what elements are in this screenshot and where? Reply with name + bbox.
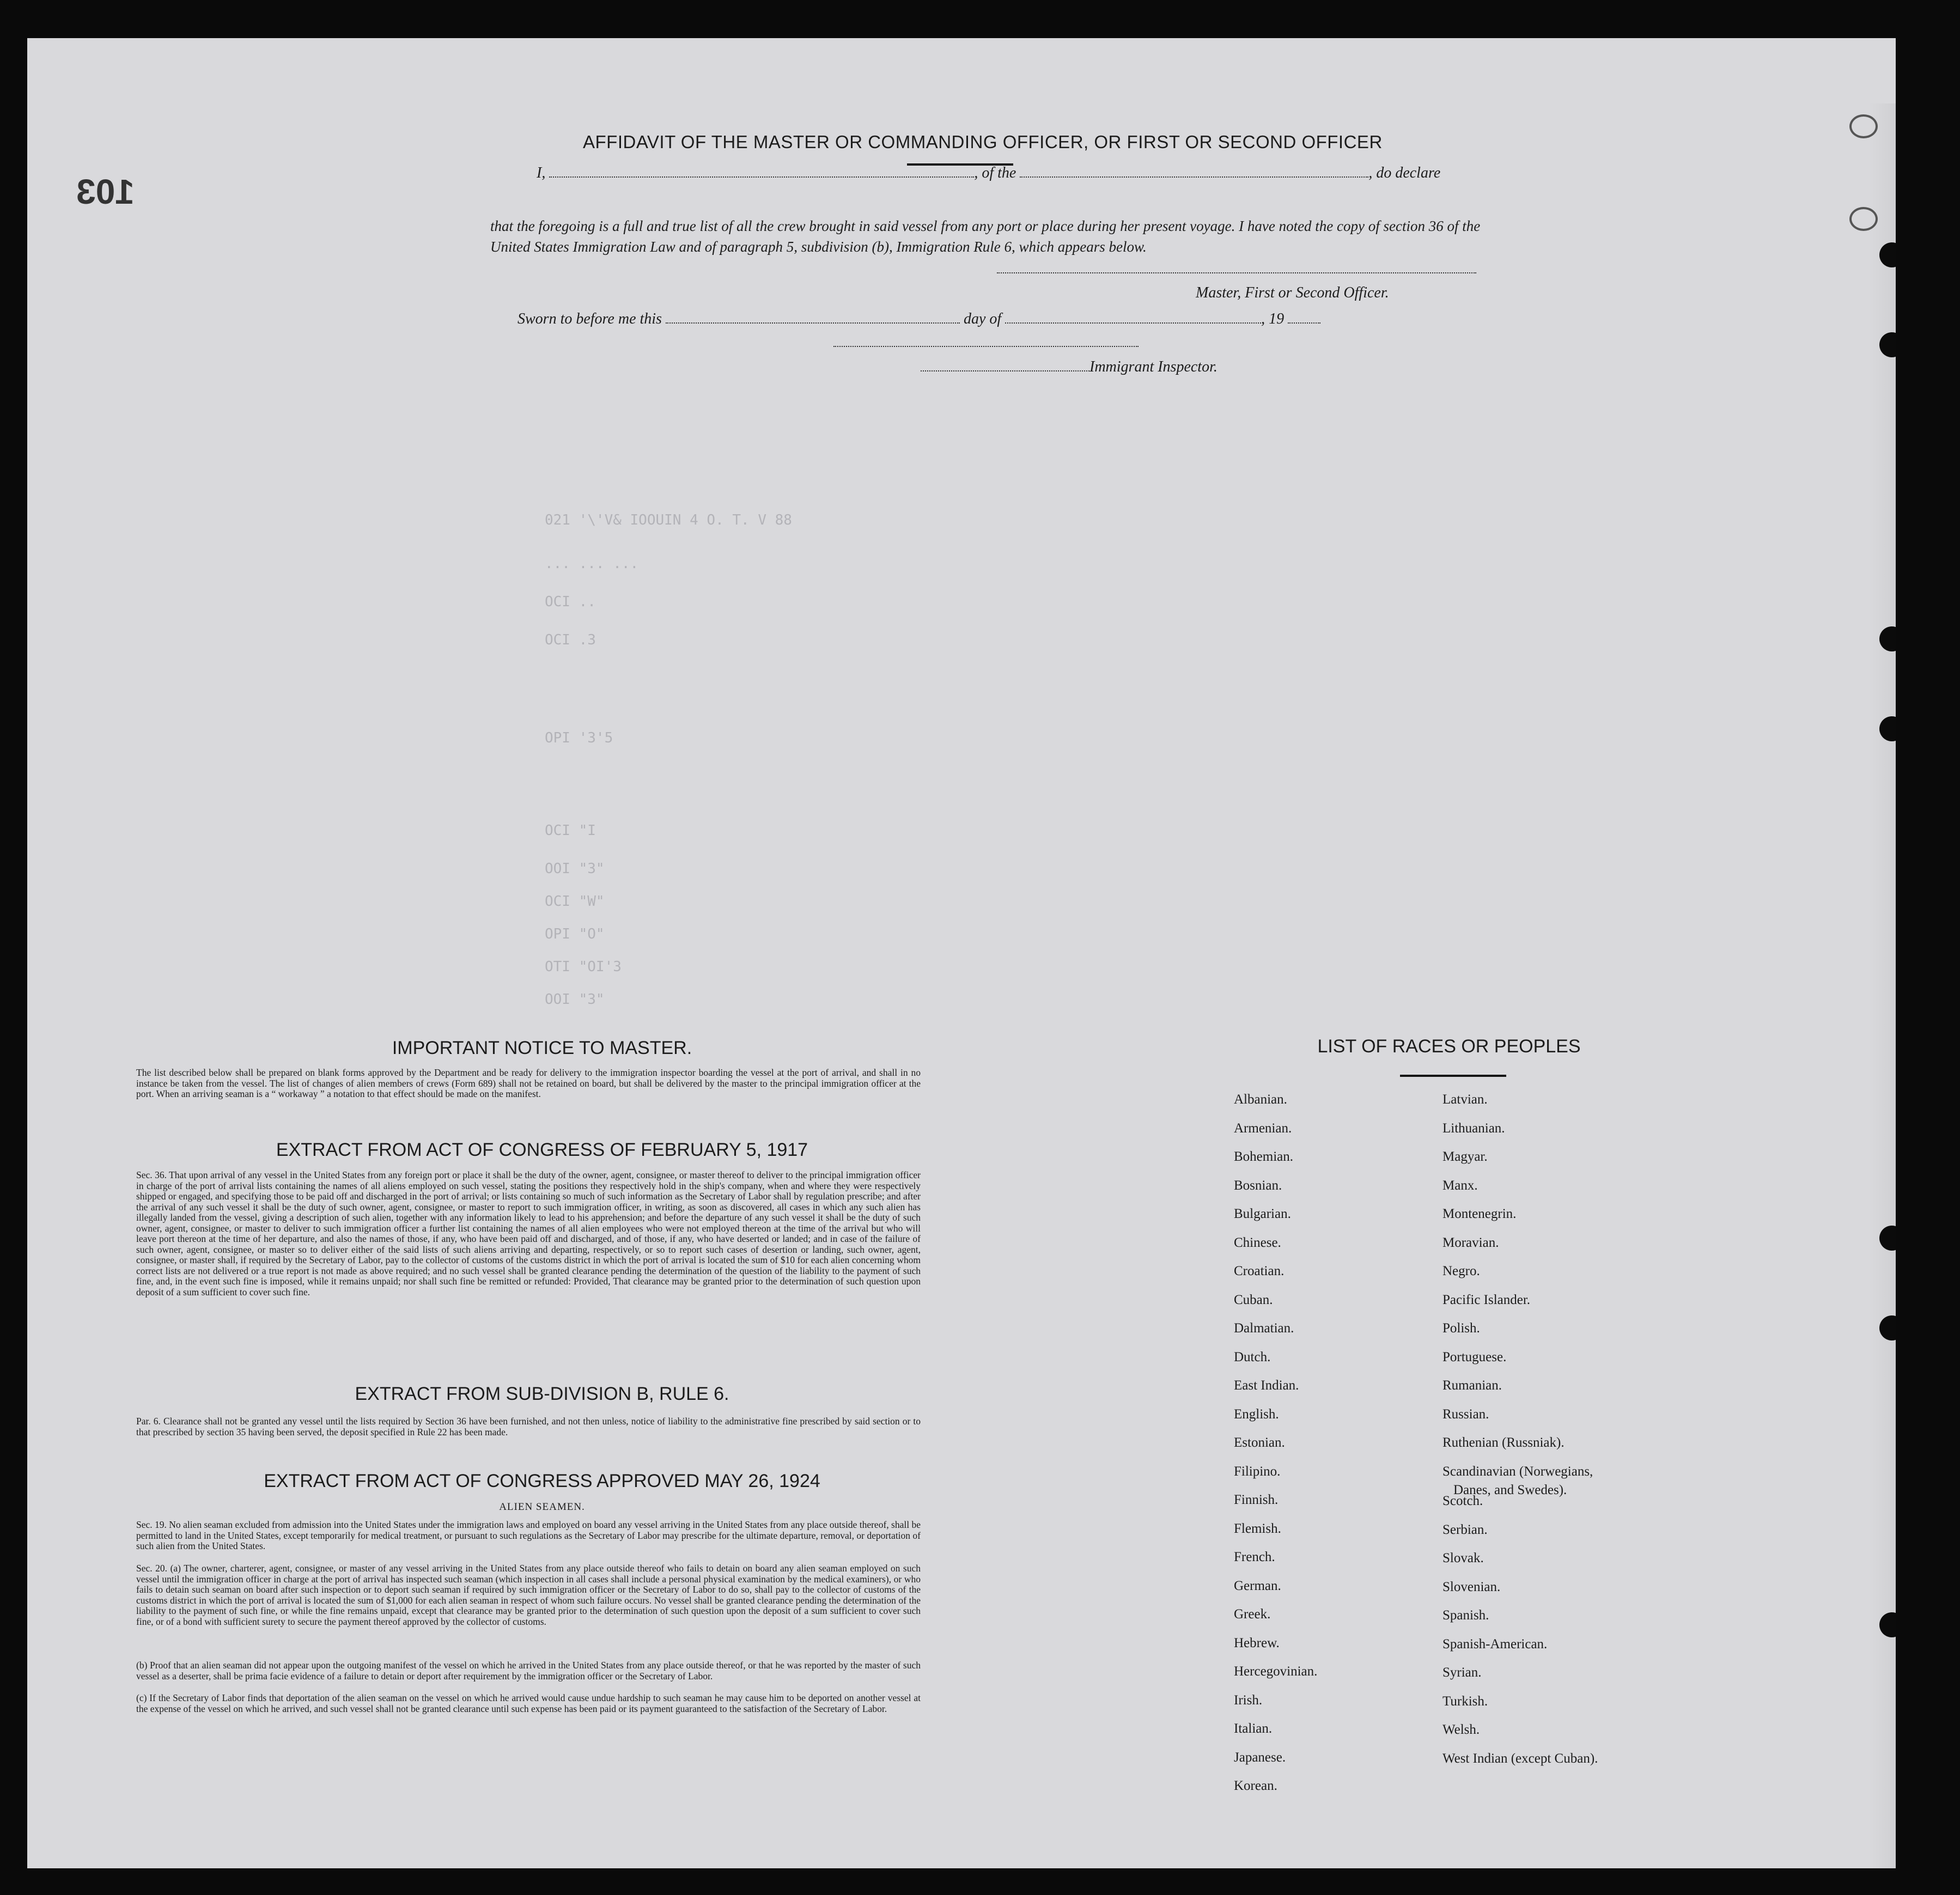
bleed-through-text: OPI '3'5 xyxy=(545,730,613,746)
race-item: Welsh. xyxy=(1442,1722,1480,1737)
race-item: Italian. xyxy=(1234,1721,1273,1736)
master-label: Master, First or Second Officer. xyxy=(1196,284,1389,301)
race-item: Hercegovinian. xyxy=(1234,1664,1318,1679)
race-item: Moravian. xyxy=(1442,1235,1499,1250)
label-i: I, xyxy=(537,164,546,181)
race-item: Chinese. xyxy=(1234,1235,1281,1250)
race-item: Spanish. xyxy=(1442,1608,1489,1623)
race-item: Dalmatian. xyxy=(1234,1321,1294,1336)
bleed-through-text: ... ... ... xyxy=(545,556,639,572)
bleed-through-text: OOI "3" xyxy=(545,991,605,1008)
vessel-blank[interactable] xyxy=(1020,166,1368,178)
race-item: Hebrew. xyxy=(1234,1635,1280,1650)
race-item: Bohemian. xyxy=(1234,1149,1294,1164)
year-blank[interactable] xyxy=(1288,312,1320,324)
race-item: Greek. xyxy=(1234,1607,1271,1622)
race-item: Ruthenian (Russniak). xyxy=(1442,1435,1565,1450)
inspector-signature-blank[interactable] xyxy=(833,335,1139,347)
label-declare: , do declare xyxy=(1368,164,1441,181)
race-item: Bulgarian. xyxy=(1234,1207,1291,1221)
sec20b-text: (b) Proof that an alien seaman did not appear upon the outgoing manifest of the vessel on which he arrived in the United States from any place outside thereof, or that he was reported by the master of such vessel as a deserter, shall be prima facie evidence of a failure to detain or deport after requirement by the immigration officer or the Secretary of Labor. xyxy=(136,1660,921,1681)
race-item: Negro. xyxy=(1442,1264,1480,1278)
race-item: Scotch. xyxy=(1442,1494,1483,1508)
bleed-through-text: OOI "3" xyxy=(545,861,605,877)
race-item: Japanese. xyxy=(1234,1750,1286,1765)
race-item: Lithuanian. xyxy=(1442,1120,1505,1136)
inspector-label: Immigrant Inspector. xyxy=(1089,358,1218,375)
race-item: Dutch. xyxy=(1234,1349,1271,1364)
sworn-line xyxy=(518,310,1320,328)
race-item: French. xyxy=(1234,1550,1275,1564)
races-title: LIST OF RACES OR PEOPLES xyxy=(1317,1036,1581,1057)
race-item: Magyar. xyxy=(1442,1149,1488,1164)
race-item: Bosnian. xyxy=(1234,1178,1282,1193)
race-item: Turkish. xyxy=(1442,1693,1488,1709)
race-item: Russian. xyxy=(1442,1406,1489,1422)
race-item: Pacific Islander. xyxy=(1442,1292,1531,1307)
race-item: Manx. xyxy=(1442,1178,1478,1193)
race-item: English. xyxy=(1234,1406,1279,1422)
race-item: Syrian. xyxy=(1442,1665,1482,1680)
race-item: Scandinavian (Norwegians, xyxy=(1442,1464,1593,1479)
bleed-through-edge xyxy=(1868,103,1896,1868)
master-signature-blank[interactable] xyxy=(997,261,1476,273)
race-item: East Indian. xyxy=(1234,1378,1299,1393)
bleed-through-text: OCI .. xyxy=(545,594,596,610)
race-item: Spanish-American. xyxy=(1442,1636,1548,1652)
race-item: Flemish. xyxy=(1234,1521,1281,1536)
bleed-through-text: OCI .3 xyxy=(545,632,596,648)
bleed-through-text: OPI "O" xyxy=(545,926,605,942)
race-item: Polish. xyxy=(1442,1321,1480,1336)
sec19-text: Sec. 19. No alien seaman excluded from admission into the United States under the immigration laws and employed on board any vessel arriving in the United States from any place outside thereof, shall be permitted to land in the United States, except temporarily for medical treatment, or pursuant to such regulations as the Secretary of Labor may prescribe for the ultimate departure, removal, or deportation of such alien from the United States. xyxy=(136,1519,921,1551)
name-blank[interactable] xyxy=(549,166,974,178)
alien-seamen-subtitle: ALIEN SEAMEN. xyxy=(499,1501,585,1513)
reinforcement-ring xyxy=(1849,207,1878,231)
extract-1917-text: Sec. 36. That upon arrival of any vessel in the United States from any foreign port or place it shall be the duty of the owner, agent, consignee, or master thereof to deliver to the principal immigration officer in charge of the port of arrival lists containing the names of all aliens employed on such vessel, stating the positions they respectively hold in the ship's company, when and where they were respectively shipped or engaged, and specifying those to be paid off and discharged in the port of arrival; or lists containing so much of such information as the Secretary of Labor shall by regulation prescribe; and after the arrival of any such vessel it shall be the duty of such owner, agent, consignee, or master to report to such immigration officer, in writing, as soon as discovered, all cases in which any such alien has illegally landed from the vessel, giving a description of such alien, together with any information likely to lead to his apprehension; and before the departure of any such vessel it shall be the duty of such owner, agent, consignee, or master to deliver to such immigration officer a further list containing the names of all alien employees who were not employed thereon at the time of the arrival but who will leave port thereon at the time of her departure, and also the names of those, if any, who have been paid off and discharged, and of those, if any, who have deserted or landed; and in case of the failure of such owner, agent, consignee, or master so to deliver either of the said lists of such aliens arriving and departing, respectively, or so to report such cases of desertion or landing, such owner, agent, consignee, or master shall, if required by the Secretary of Labor, pay to the collector of customs of the customs district in which the port of arrival is located the sum of $10 for each alien concerning whom correct lists are not delivered or a true report is not made as above required; and no such vessel shall be granted clearance pending the determination of the question of the liability to the payment of such fine, and, in the event such fine is imposed, while it remains unpaid; nor shall such fine be remitted or refunded: Provided, That clearance may be granted prior to the determination of such question upon deposit of a sum sufficient to cover such fine. xyxy=(136,1169,921,1297)
races-title-underline xyxy=(1400,1075,1506,1077)
race-item: Estonian. xyxy=(1234,1435,1285,1450)
race-item: Montenegrin. xyxy=(1442,1207,1517,1221)
bleed-through-text: 021 '\'V& IOOUIN 4 O. T. V 88 xyxy=(545,512,792,528)
race-item: Filipino. xyxy=(1234,1464,1281,1479)
extract-rule6-text: Par. 6. Clearance shall not be granted any vessel until the lists required by Section 36 have been furnished, and not then unless, notice of liability to the administrative fine prescribed by said section or to that prescribed by section 35 having been served, the deposit specified in Rule 22 has been made. xyxy=(136,1416,921,1437)
sec20c-text: (c) If the Secretary of Labor finds that deportation of the alien seaman on the vessel on which he arrived would cause undue hardship to such seaman he may cause him to be deported on another vessel at the expense of the vessel on which he arrived, and such vessel shall not be granted clearance until such expense has been paid or its payment guaranteed to the satisfaction of the Secretary of Labor. xyxy=(136,1692,921,1714)
label-of-the: , of the xyxy=(974,164,1016,181)
race-item: Danes, and Swedes). xyxy=(1453,1482,1567,1497)
margin-number: 103 xyxy=(76,172,135,211)
race-item: Slovenian. xyxy=(1442,1579,1501,1594)
race-item: Latvian. xyxy=(1442,1092,1488,1107)
bleed-through-text: OTI "OI'3 xyxy=(545,959,622,975)
race-item: West Indian (except Cuban). xyxy=(1442,1751,1598,1766)
day-of-label: day of xyxy=(963,310,1002,327)
year-label: , 19 xyxy=(1261,310,1285,327)
race-item: Portuguese. xyxy=(1442,1349,1507,1364)
race-item: Cuban. xyxy=(1234,1292,1273,1307)
extract-rule6-title: EXTRACT FROM SUB-DIVISION B, RULE 6. xyxy=(355,1384,729,1404)
race-item: Rumanian. xyxy=(1442,1378,1502,1393)
month-blank[interactable] xyxy=(1005,312,1261,324)
race-item: Slovak. xyxy=(1442,1551,1484,1565)
race-item: Armenian. xyxy=(1234,1120,1292,1136)
notice-text: The list described below shall be prepared on blank forms approved by the Department and be ready for delivery to the immigration inspector boarding the vessel at the port of arrival, and shall in no instance be taken from the vessel. The list of changes of alien members of crews (Form 689) shall not be retained on board, but shall be delivered by the master to the principal immigration officer at the port. When an arriving seaman is a “ workaway ” a notation to that effect should be made on the manifest. xyxy=(136,1067,921,1099)
race-item: Finnish. xyxy=(1234,1492,1279,1507)
document-sheet xyxy=(27,38,1896,1868)
affidavit-statement: that the foregoing is a full and true list of all the crew brought in said vessel from any port or place during her present voyage. I have noted the copy of section 36 of the United States Immigration Law and of paragraph 5, subdivision (b), Immigration Rule 6, which appears below. xyxy=(490,218,1481,255)
affidavit-line-1 xyxy=(537,164,1440,182)
notice-title: IMPORTANT NOTICE TO MASTER. xyxy=(392,1038,692,1058)
race-item: German. xyxy=(1234,1578,1281,1593)
bleed-through-text: OCI "I xyxy=(545,822,596,839)
inspector-line xyxy=(921,358,1218,376)
sworn-date-blank[interactable] xyxy=(666,312,960,324)
race-item: Irish. xyxy=(1234,1692,1263,1708)
affidavit-title: AFFIDAVIT OF THE MASTER OR COMMANDING OFFICER, OR FIRST OR SECOND OFFICER xyxy=(583,132,1383,152)
sworn-label: Sworn to before me this xyxy=(518,310,662,327)
bleed-through-text: OCI "W" xyxy=(545,893,605,910)
race-item: Albanian. xyxy=(1234,1092,1287,1107)
inspector-name-blank[interactable] xyxy=(921,359,1089,371)
extract-1924-title: EXTRACT FROM ACT OF CONGRESS APPROVED MAY 26, 1924 xyxy=(264,1471,820,1491)
reinforcement-ring xyxy=(1849,114,1878,138)
sec20a-text: Sec. 20. (a) The owner, charterer, agent, consignee, or master of any vessel arriving in the United States from any place outside thereof who fails to detain on board any alien seaman employed on such vessel until the immigration officer in charge at the port of arrival has inspected such seaman (which inspection in all cases shall include a personal physical examination by the medical examiners), or who fails to detain such seaman on board after such inspection or to deport such seaman if required by such immigration officer or the Secretary of Labor to do so, shall pay to the collector of customs of the customs district in which the port of arrival is located the sum of $1,000 for each alien seaman in respect of whom such failure occurs. No vessel shall be granted clearance pending the determination of the liability to the payment of such fine, or while the fine remains unpaid, except that clearance may be granted prior to the determination of such question upon the deposit of a sum sufficient to cover such fine, or of a bond with sufficient surety to secure the payment thereof approved by the collector of customs. xyxy=(136,1563,921,1627)
extract-1917-title: EXTRACT FROM ACT OF CONGRESS OF FEBRUARY 5, 1917 xyxy=(276,1140,808,1160)
race-item: Serbian. xyxy=(1442,1522,1488,1537)
race-item: Croatian. xyxy=(1234,1264,1285,1278)
race-item: Korean. xyxy=(1234,1778,1277,1793)
